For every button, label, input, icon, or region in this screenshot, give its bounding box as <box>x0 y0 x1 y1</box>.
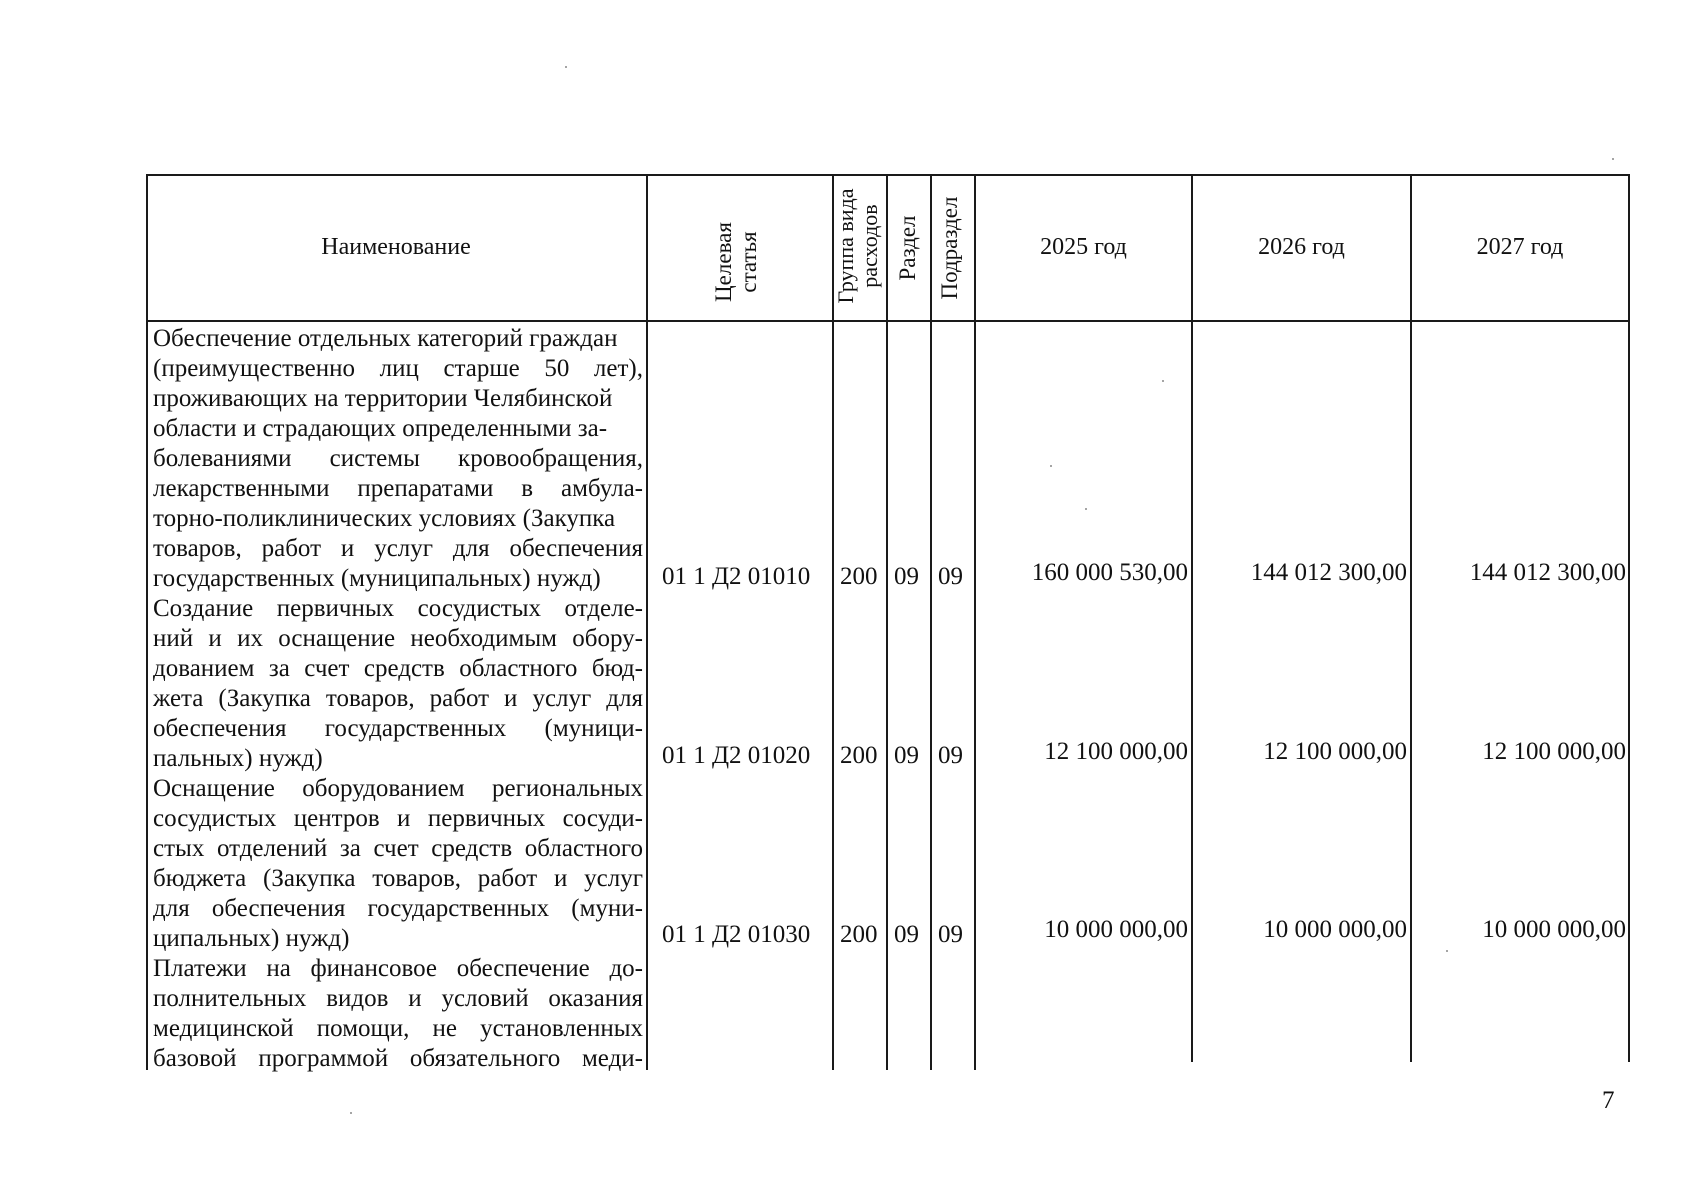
row-2-2025: 12 100 000,00 <box>1044 738 1188 765</box>
row-4-name-line: базовой программой обязательного меди- <box>153 1045 643 1072</box>
scan-speck <box>1612 158 1614 160</box>
header-expense-group-line2: расходов <box>857 204 882 288</box>
row-1-name-line: лекарственными препаратами в амбула- <box>153 475 643 502</box>
row-1-name-line: Обеспечение отдельных категорий граждан <box>153 325 618 352</box>
row-1-name-line: болеваниями системы кровообращения, <box>153 445 643 472</box>
col-divider-code <box>646 174 648 1070</box>
row-2-name-line: дованием за счет средств областного бюд- <box>153 655 643 682</box>
budget-table <box>146 174 1630 1070</box>
row-2-name-line: ний и их оснащение необходимым обору- <box>153 625 643 652</box>
row-2-group: 200 <box>840 742 878 769</box>
scan-speck <box>1085 508 1087 510</box>
header-target-article <box>711 202 767 322</box>
row-3-name-line: ципальных) нужд) <box>153 925 350 952</box>
table-top-border <box>146 174 1630 176</box>
row-3-subsection: 09 <box>938 921 963 948</box>
row-2-name-line: пальных) нужд) <box>153 745 323 772</box>
row-2-code: 01 1 Д2 01020 <box>662 742 811 769</box>
row-1-name-line: (преимущественно лиц старше 50 лет), <box>153 355 643 382</box>
scan-speck <box>1446 950 1448 952</box>
row-4-name-line: Платежи на финансовое обеспечение до- <box>153 955 643 982</box>
row-1-name-line: товаров, работ и услуг для обеспечения <box>153 535 643 562</box>
header-2027: 2027 год <box>1476 234 1564 260</box>
row-2-name-line: обеспечения государственных (муници- <box>153 715 643 742</box>
row-2-section: 09 <box>894 742 919 769</box>
row-3-name-line: Оснащение оборудованием региональных <box>153 775 643 802</box>
header-target-article-line2: статья <box>736 231 761 293</box>
row-3-2025: 10 000 000,00 <box>1044 916 1188 943</box>
scan-speck <box>565 66 567 68</box>
row-1-code: 01 1 Д2 01010 <box>662 563 811 590</box>
row-1-name <box>153 324 643 594</box>
scan-speck <box>350 1112 352 1114</box>
row-1-name-line: проживающих на территории Челябинской <box>153 385 613 412</box>
header-2026: 2026 год <box>1258 234 1345 260</box>
row-1-group: 200 <box>840 563 878 590</box>
row-3-name <box>153 774 643 954</box>
table-left-border <box>146 174 148 1070</box>
row-2-name-line: Создание первичных сосудистых отделе- <box>153 595 643 622</box>
row-3-section: 09 <box>894 921 919 948</box>
row-1-section: 09 <box>894 563 919 590</box>
row-3-name-line: стых отделений за счет средств областного <box>153 835 643 862</box>
scan-speck <box>1162 380 1164 382</box>
row-4-name <box>153 954 643 1074</box>
row-2-name <box>153 594 643 774</box>
row-3-name-line: сосудистых центров и первичных сосуди- <box>153 805 643 832</box>
row-2-2027: 12 100 000,00 <box>1482 738 1626 765</box>
row-3-2026: 10 000 000,00 <box>1263 916 1407 943</box>
row-1-2026: 144 012 300,00 <box>1250 559 1407 586</box>
row-1-subsection: 09 <box>938 563 963 590</box>
page-number: 7 <box>1602 1087 1615 1114</box>
header-subsection: Подраздел <box>937 196 962 300</box>
table-right-border <box>1628 174 1630 1062</box>
row-2-subsection: 09 <box>938 742 963 769</box>
scan-speck <box>1050 465 1052 467</box>
row-1-name-line: торно-поликлинических условиях (Закупка <box>153 505 616 532</box>
row-3-name-line: бюджета (Закупка товаров, работ и услуг <box>153 865 643 892</box>
row-2-name-line: жета (Закупка товаров, работ и услуг для <box>153 685 643 712</box>
row-1-name-line: государственных (муниципальных) нужд) <box>153 565 601 592</box>
row-1-2027: 144 012 300,00 <box>1469 559 1626 586</box>
row-4-name-line: полнительных видов и условий оказания <box>153 985 643 1012</box>
header-target-article-line1: Целевая <box>711 222 736 302</box>
header-expense-group-line1: Группа вида <box>833 188 858 304</box>
row-2-2026: 12 100 000,00 <box>1263 738 1407 765</box>
row-3-name-line: для обеспечения государственных (муни- <box>153 895 643 922</box>
row-1-2025: 160 000 530,00 <box>1031 559 1188 586</box>
row-3-2027: 10 000 000,00 <box>1482 916 1626 943</box>
header-2025: 2025 год <box>1040 234 1127 260</box>
header-expense-group <box>834 184 886 308</box>
col-divider-subsection <box>930 174 932 1070</box>
row-3-code: 01 1 Д2 01030 <box>662 921 811 948</box>
row-1-name-line: области и страдающих определенными за- <box>153 415 608 442</box>
header-bottom-border <box>146 320 1630 322</box>
col-divider-group <box>832 174 834 1070</box>
header-name: Наименование <box>321 234 471 260</box>
row-3-group: 200 <box>840 921 878 948</box>
col-divider-section <box>886 174 888 1070</box>
row-4-name-line: медицинской помощи, не установленных <box>153 1015 643 1042</box>
header-section: Раздел <box>895 215 920 281</box>
